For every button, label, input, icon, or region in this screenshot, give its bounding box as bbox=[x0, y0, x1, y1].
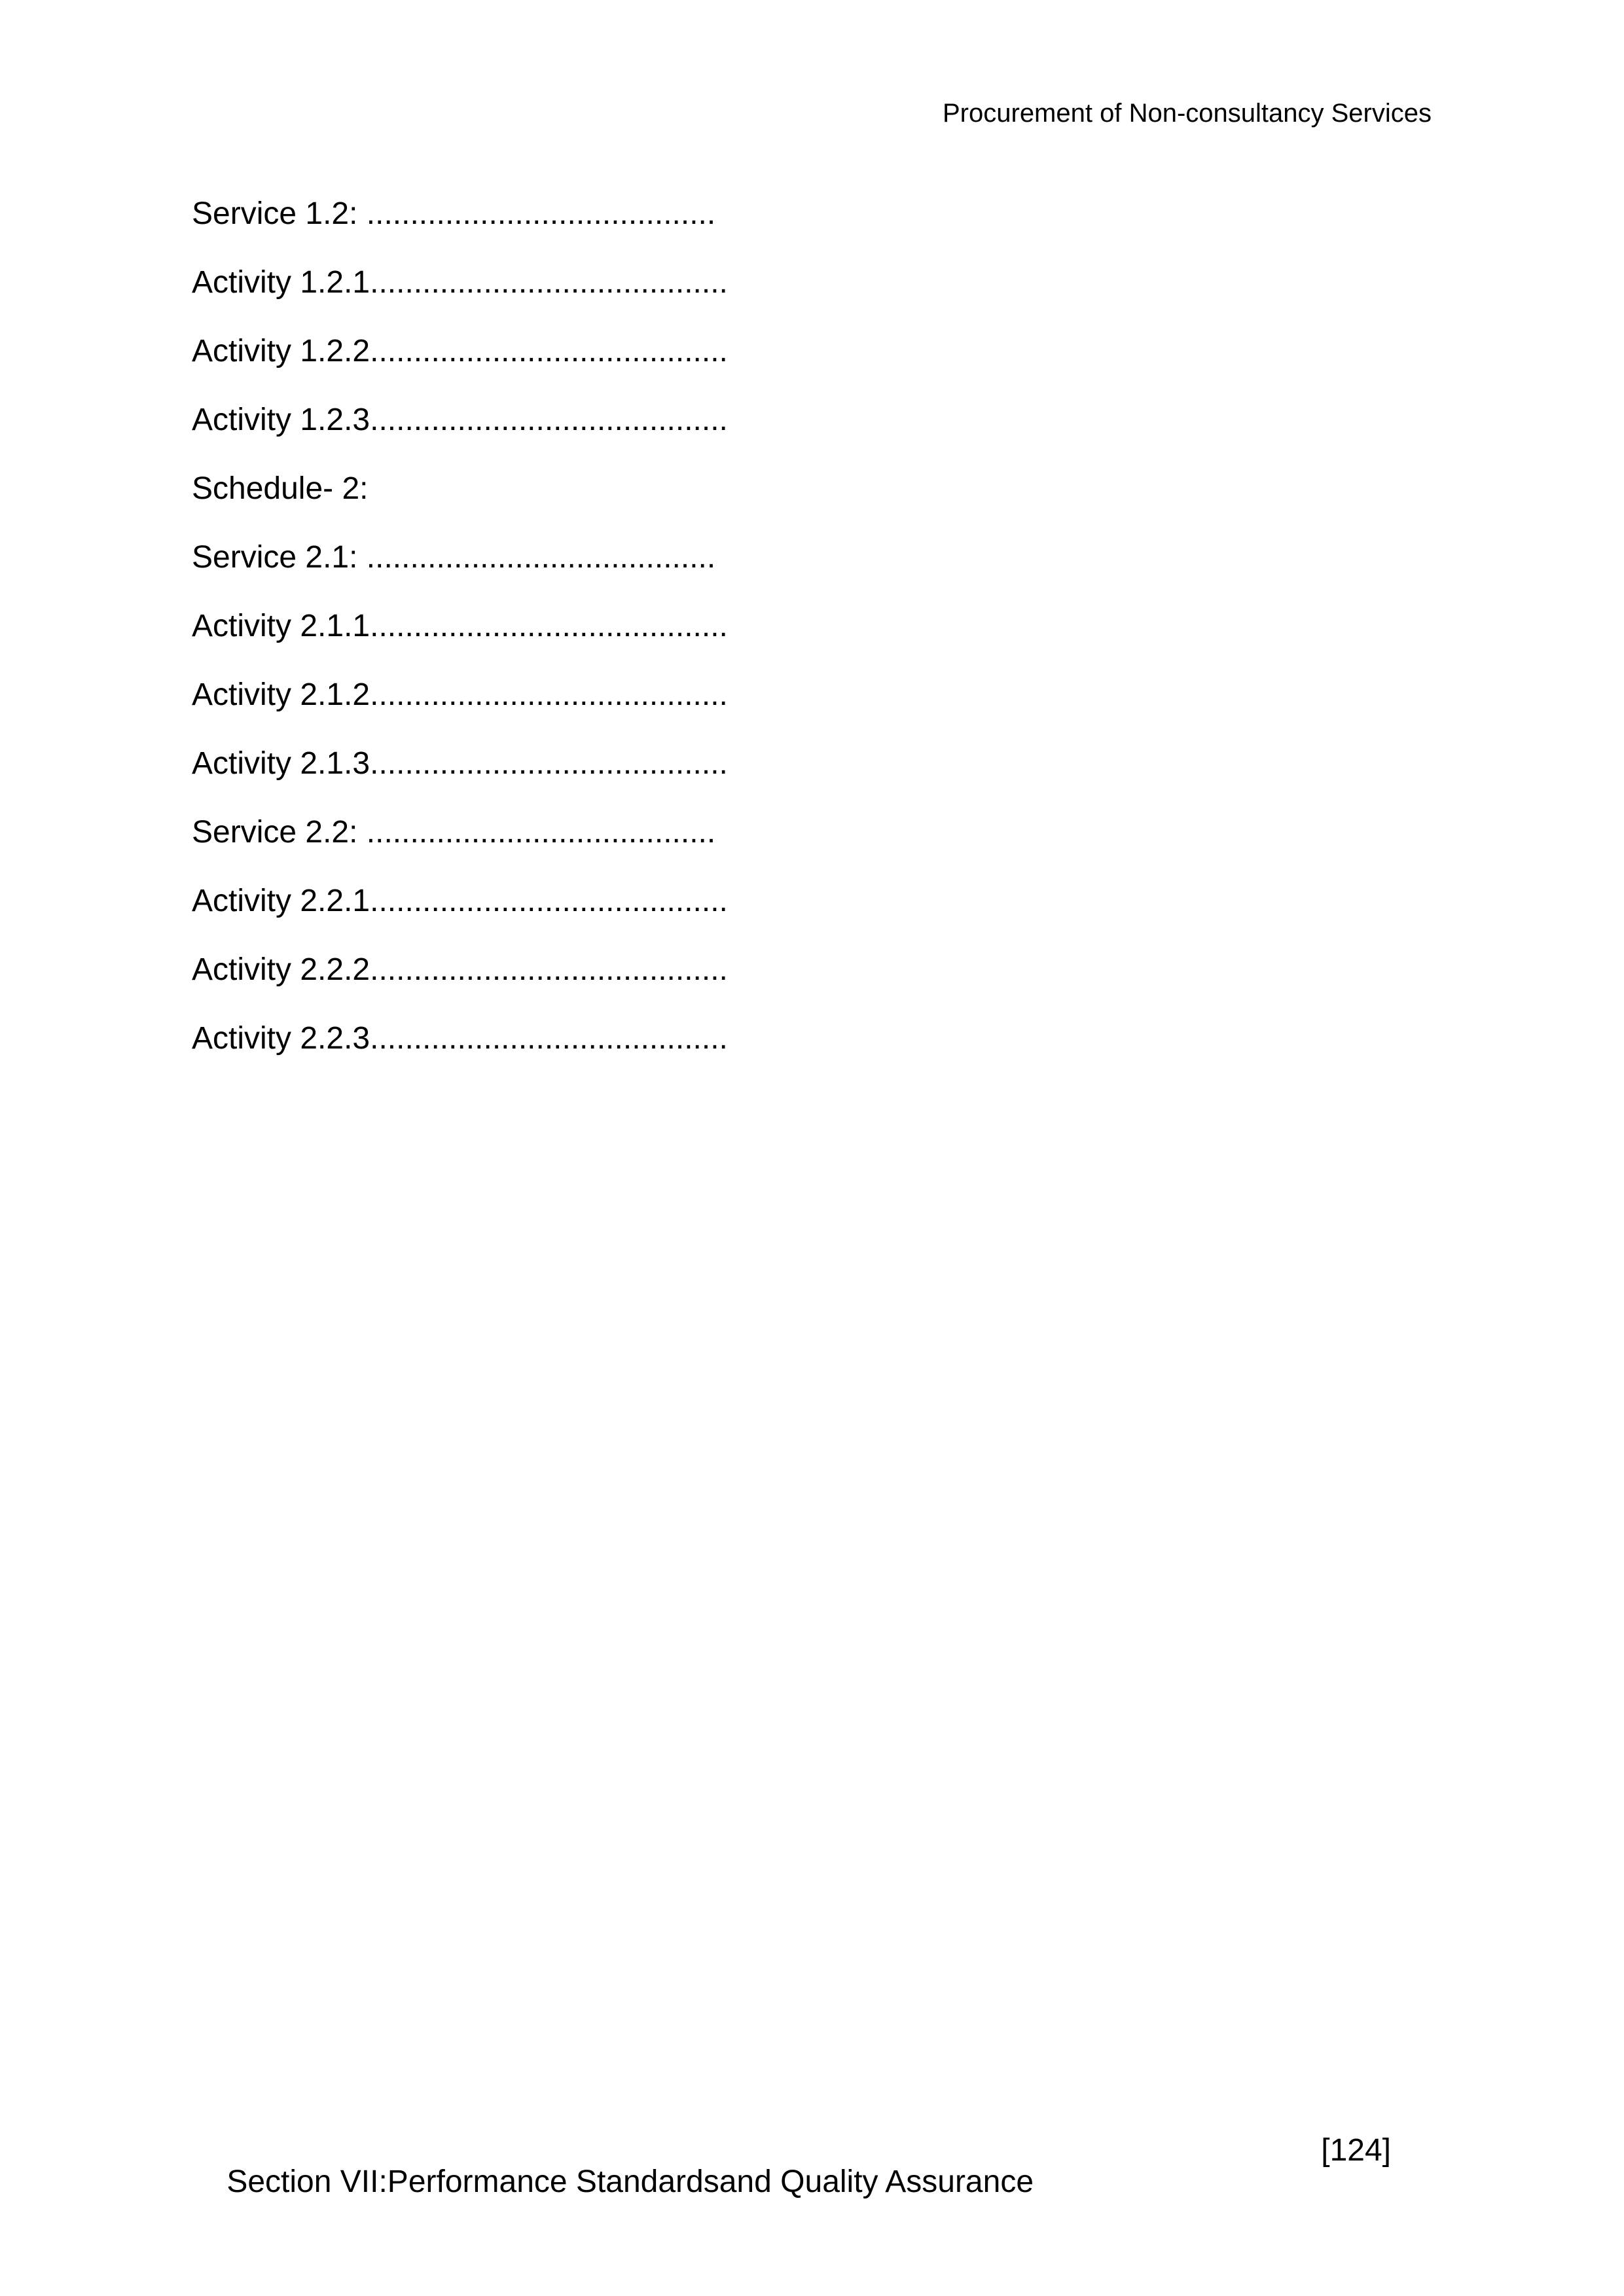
page-number: [124] bbox=[1321, 2133, 1391, 2168]
activity-line: Activity 1.2.1......................................... bbox=[192, 265, 728, 300]
service-line: Service 2.1: ........................................ bbox=[192, 540, 716, 575]
service-line: Service 2.2: ........................................ bbox=[192, 815, 716, 850]
schedule-list bbox=[192, 179, 1559, 1073]
footer-section-title: Section VII:Performance Standardsand Quality Assurance bbox=[226, 2164, 1034, 2199]
activity-line: Activity 2.1.1......................................... bbox=[192, 609, 728, 643]
page-header: Procurement of Non-consultancy Services bbox=[943, 99, 1432, 128]
activity-line: Activity 2.2.3......................................... bbox=[192, 1021, 728, 1056]
activity-line: Activity 2.1.3......................................... bbox=[192, 746, 728, 781]
activity-line: Activity 1.2.3......................................... bbox=[192, 403, 728, 437]
activity-line: Activity 2.2.2......................................... bbox=[192, 952, 728, 987]
activity-line: Activity 1.2.2......................................... bbox=[192, 334, 728, 368]
schedule-heading: Schedule- 2: bbox=[192, 471, 369, 506]
page-footer bbox=[192, 2135, 1432, 2261]
activity-line: Activity 2.2.1......................................... bbox=[192, 884, 728, 918]
activity-line: Activity 2.1.2......................................... bbox=[192, 677, 728, 712]
service-line: Service 1.2: ........................................ bbox=[192, 196, 716, 231]
